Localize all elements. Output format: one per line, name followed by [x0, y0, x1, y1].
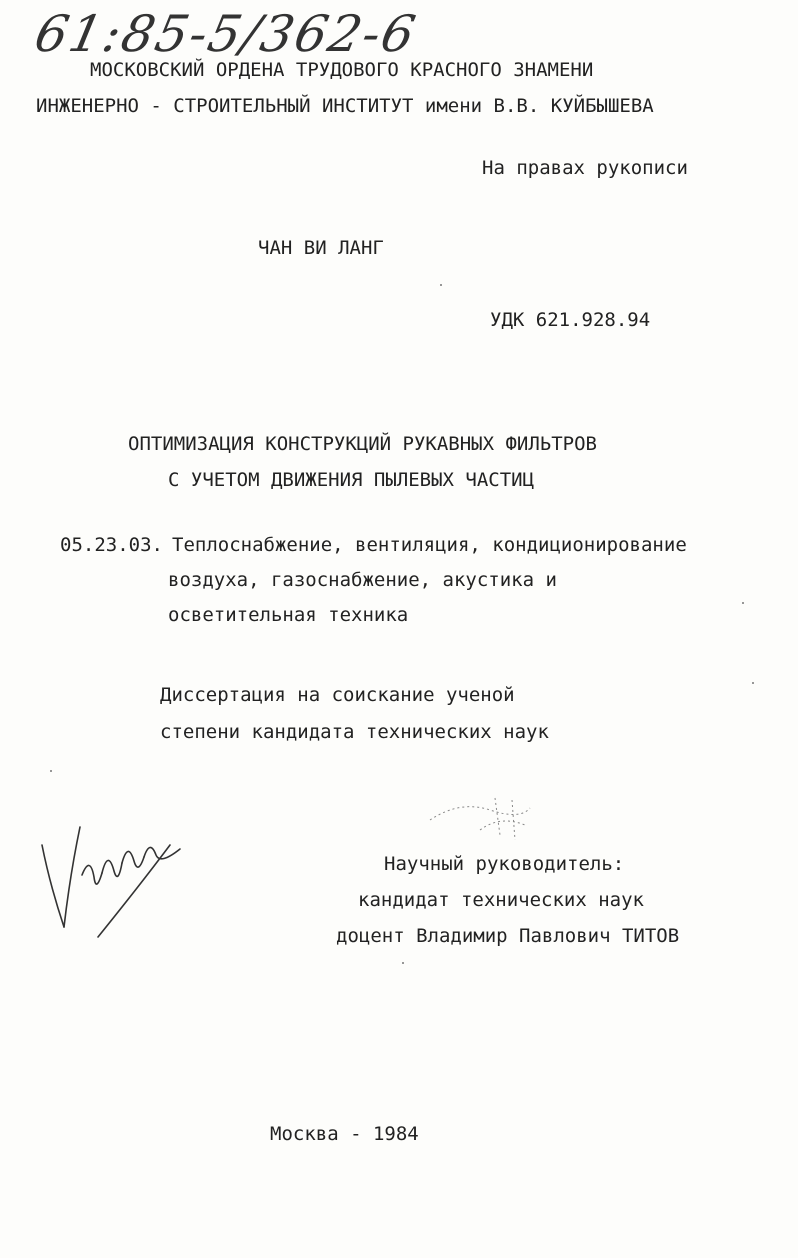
- paper-speck: [752, 682, 754, 684]
- dissertation-line-2: степени кандидата технических наук: [160, 721, 549, 743]
- supervisor-label: Научный руководитель:: [384, 853, 625, 875]
- handwritten-signature: [30, 815, 200, 945]
- author-name: ЧАН ВИ ЛАНГ: [258, 237, 384, 259]
- institute-line-2: ИНЖЕНЕРНО - СТРОИТЕЛЬНЫЙ ИНСТИТУТ имени В.В. КУЙБЫШЕВА: [36, 95, 654, 117]
- title-line-2: С УЧЕТОМ ДВИЖЕНИЯ ПЫЛЕВЫХ ЧАСТИЦ: [168, 469, 535, 491]
- dissertation-line-1: Диссертация на соискание ученой: [160, 684, 515, 706]
- specialty-code: 05.23.03.: [60, 534, 163, 556]
- faint-stamp-mark: [420, 790, 540, 850]
- manuscript-rights: На правах рукописи: [482, 157, 688, 179]
- paper-speck: [742, 602, 744, 604]
- paper-speck: [50, 770, 52, 772]
- archive-handwritten-number: 61:85-5/362-6: [29, 5, 422, 63]
- specialty-line-1: Теплоснабжение, вентиляция, кондиционирование: [172, 534, 687, 556]
- paper-speck: [440, 284, 442, 286]
- udc-code: УДК 621.928.94: [490, 309, 651, 331]
- specialty-line-3: осветительная техника: [168, 604, 409, 626]
- title-line-1: ОПТИМИЗАЦИЯ КОНСТРУКЦИЙ РУКАВНЫХ ФИЛЬТРОВ: [128, 433, 597, 455]
- paper-speck: [402, 962, 404, 964]
- supervisor-degree: кандидат технических наук: [358, 889, 644, 911]
- specialty-line-2: воздуха, газоснабжение, акустика и: [168, 569, 557, 591]
- supervisor-name: доцент Владимир Павлович ТИТОВ: [336, 925, 680, 947]
- institute-line-1: МОСКОВСКИЙ ОРДЕНА ТРУДОВОГО КРАСНОГО ЗНАМЕНИ: [90, 59, 594, 81]
- city-and-year: Москва - 1984: [270, 1123, 419, 1145]
